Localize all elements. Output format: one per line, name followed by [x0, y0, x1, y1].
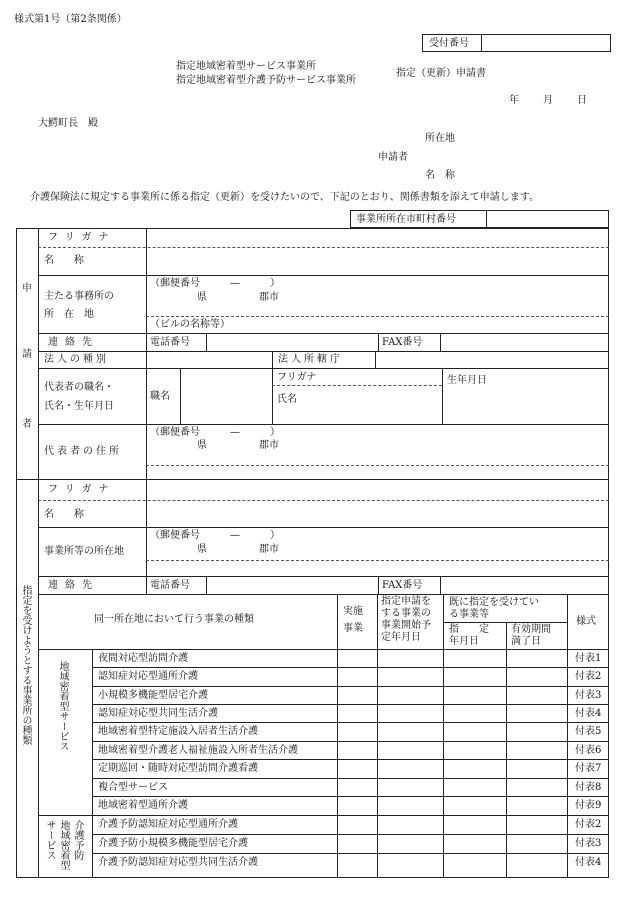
group1-label: 地域密着型サービス [57, 661, 68, 751]
section1-phone-label: 電話番号 [150, 337, 190, 348]
service-name: 地域密着型特定施設入居者生活介護 [98, 726, 258, 737]
section2-location-label: 事業所等の所在地 [44, 546, 124, 557]
group2-label-3: サービス [44, 820, 55, 860]
header-start-3: 事業開始予 [381, 620, 431, 631]
section1-furigana-label: フリガナ [48, 232, 116, 243]
section1-building: （ビルの名称等） [150, 319, 230, 330]
service-form: 付表9 [575, 800, 602, 811]
rep-position-label: 職名 [150, 391, 170, 402]
rep-postal: （郵便番号 — ） [150, 427, 280, 438]
main-office-label-2: 所 在 地 [44, 309, 94, 320]
section1-pref: 県 [197, 292, 207, 303]
section1-city: 郡市 [259, 292, 279, 303]
applicant-label: 申請者 [378, 152, 408, 163]
corp-type-label: 法人の種別 [44, 354, 109, 365]
header-designated-1: 指 定 [449, 624, 489, 635]
date-month: 月 [543, 95, 553, 106]
header-designated-2: 年月日 [449, 636, 479, 647]
section2-city: 郡市 [259, 544, 279, 555]
header-form: 様式 [576, 616, 596, 627]
service-row-divider [92, 778, 609, 779]
service-name: 地域密着型介護老人福祉施設入所者生活介護 [98, 745, 298, 756]
rep-name-label: 氏名 [277, 394, 297, 405]
service-name: 介護予防小規模多機能型居宅介護 [98, 838, 248, 849]
section2-postal: （郵便番号 — ） [150, 530, 280, 541]
date-day: 日 [577, 95, 587, 106]
title-line1: 指定地域密着型サービス事業所 [176, 61, 316, 72]
section1-label-1: 申 [22, 283, 32, 294]
service-form: 付表1 [575, 653, 602, 664]
header-expiry-2: 満了日 [511, 636, 541, 647]
service-name: 認知症対応型通所介護 [98, 671, 198, 682]
service-name: 複合型サービス [98, 782, 168, 793]
section1-label-2: 請 [22, 349, 32, 360]
header-existing-1: 既に指定を受けてい [449, 597, 539, 608]
service-name: 認知症対応型共同生活介護 [98, 708, 218, 719]
service-row-divider [92, 722, 609, 723]
service-form: 付表7 [575, 763, 602, 774]
service-form: 付表3 [575, 690, 602, 701]
header-start-2: する事業の [381, 608, 431, 619]
addressee: 大鰐町長 殿 [38, 118, 98, 129]
section1-label-3: 者 [22, 419, 32, 430]
section2-phone-label: 電話番号 [150, 580, 190, 591]
section2-label: 指定を受けようとする事業所の種類 [20, 585, 31, 745]
municipality-number-label: 事業所所在市町村番号 [356, 214, 456, 225]
service-form: 付表2 [575, 671, 602, 682]
title-line2: 指定地域密着型介護予防サービス事業所 [176, 75, 356, 86]
service-name: 定期巡回・随時対応型訪問介護看護 [98, 763, 258, 774]
applicant-address-label: 所在地 [425, 133, 455, 144]
rep-furigana-label: フリガナ [277, 372, 317, 383]
service-name: 介護予防認知症対応型共同生活介護 [98, 857, 258, 868]
date-year: 年 [509, 95, 519, 106]
header-impl-1: 実施 [343, 606, 363, 617]
group2-label-2: 地域密着型 [58, 820, 69, 870]
service-form: 付表2 [575, 819, 602, 830]
header-service-type: 同一所在地において行う事業の種類 [94, 614, 254, 625]
section2-name-label: 名 称 [44, 509, 84, 520]
form-number: 様式第1号（第2条関係） [14, 14, 127, 25]
service-row-divider [92, 759, 609, 760]
section1-contact-label: 連絡先 [48, 337, 99, 348]
corp-authority-label: 法人所轄庁 [278, 354, 343, 365]
section1-name-label: 名 称 [44, 255, 84, 266]
receipt-number-label: 受付番号 [429, 38, 469, 49]
section1-fax-label: FAX番号 [382, 337, 423, 348]
section2-furigana-label: フリガナ [48, 484, 116, 495]
service-form: 付表6 [575, 745, 602, 756]
section1-postal: （郵便番号 — ） [150, 278, 280, 289]
service-name: 夜間対応型訪問介護 [98, 653, 188, 664]
service-name: 地域密着型通所介護 [98, 800, 188, 811]
section2-fax-label: FAX番号 [382, 580, 423, 591]
header-existing-2: る事業等 [449, 609, 489, 620]
title-suffix: 指定（更新）申請書 [396, 68, 486, 79]
service-name: 介護予防認知症対応型通所介護 [98, 819, 238, 830]
header-expiry-1: 有効期間 [511, 624, 551, 635]
service-form: 付表4 [575, 857, 602, 868]
rep-label-1: 代表者の職名・ [44, 382, 114, 393]
service-row-divider [92, 741, 609, 742]
service-form: 付表8 [575, 782, 602, 793]
rep-label-2: 氏名・生年月日 [44, 401, 114, 412]
header-impl-2: 事業 [343, 623, 363, 634]
service-form: 付表5 [575, 726, 602, 737]
service-row-divider [92, 853, 609, 854]
rep-pref: 県 [197, 440, 207, 451]
service-name: 小規模多機能型居宅介護 [98, 690, 208, 701]
section2-pref: 県 [197, 544, 207, 555]
service-row-divider [92, 704, 609, 705]
service-form: 付表4 [575, 708, 602, 719]
service-row-divider [92, 667, 609, 668]
service-row-divider [92, 834, 609, 835]
section2-contact-label: 連絡先 [48, 580, 99, 591]
rep-city: 郡市 [259, 440, 279, 451]
service-row-divider [92, 796, 609, 797]
header-start-1: 指定申請を [381, 596, 431, 607]
group2-label-1: 介護予防 [72, 820, 83, 860]
applicant-name-label: 名 称 [425, 170, 455, 181]
rep-birthdate-label: 生年月日 [447, 375, 487, 386]
main-office-label-1: 主たる事務所の [44, 291, 114, 302]
service-form: 付表3 [575, 838, 602, 849]
header-start-4: 定年月日 [381, 632, 421, 643]
service-row-divider [92, 686, 609, 687]
rep-address-label: 代表者の住所 [44, 446, 122, 457]
intro-text: 介護保険法に規定する事業所に係る指定（更新）を受けたいので、下記のとおり、関係書類を添えて申請します。 [30, 192, 539, 203]
